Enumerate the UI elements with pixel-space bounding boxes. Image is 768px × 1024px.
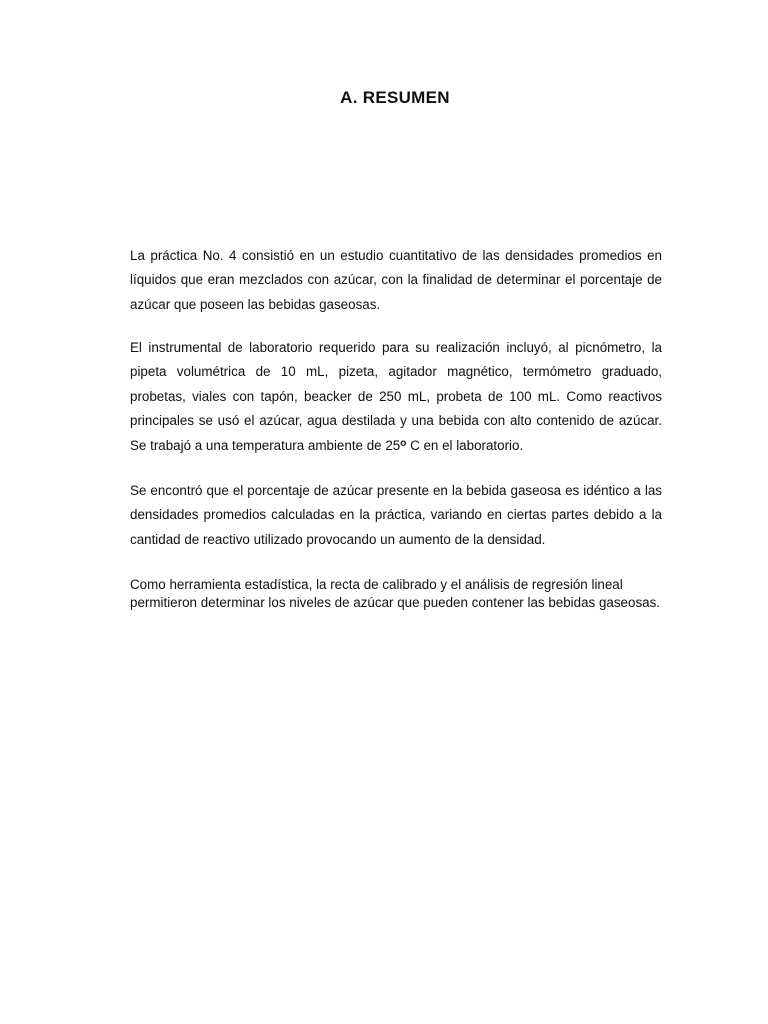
paragraph-4: Como herramienta estadística, la recta de calibrado y el análisis de regresión lineal permitieron determinar los niveles de azúcar que pueden contener las bebidas gaseosas.	[130, 577, 660, 610]
paragraph-3: Se encontró que el porcentaje de azúcar presente en la bebida gaseosa es idéntico a las densidades promedios calculadas en la práctica, variando en ciertas partes debido a la cantidad de reactivo utilizado provocando un aumento de la densidad.	[130, 483, 662, 547]
paragraph-2	[130, 336, 662, 458]
degree-symbol: o	[400, 437, 407, 449]
paragraph-1: La práctica No. 4 consistió en un estudio cuantitativo de las densidades promedios en líquidos que eran mezclados con azúcar, con la finalidad de determinar el porcentaje de azúcar que poseen las bebidas gaseosas.	[130, 248, 662, 312]
paragraph-2-text: El instrumental de laboratorio requerido para su realización incluyó, al picnómetro, la pipeta volumétrica de 10 mL, pizeta, agitador magnético, termómetro graduado, probetas, viales con tapón, beacker de 250 mL, probeta de 100 mL. Como reactivos principales se usó el azúcar, agua destilada y una bebida con alto contenido de azúcar. Se trabajó a una temperatura ambiente de 25	[130, 340, 662, 453]
paragraph-2-tail: C en el laboratorio.	[406, 437, 524, 453]
section-heading: A. RESUMEN	[340, 88, 450, 107]
